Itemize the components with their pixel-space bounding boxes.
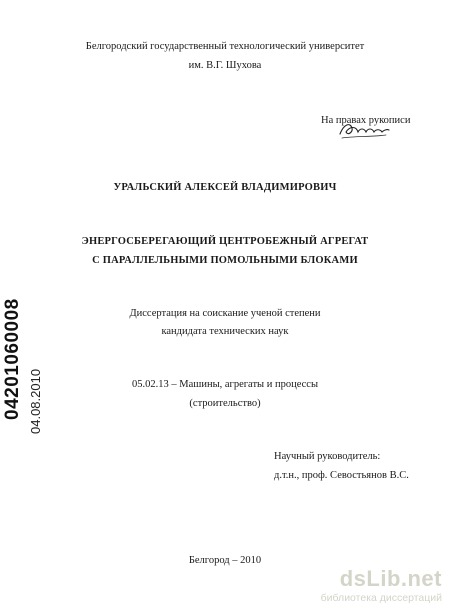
university-line-1: Белгородский государственный технологический университет [85,41,365,52]
supervisor-name: д.т.н., проф. Севостьянов В.С. [274,470,409,481]
title-line-2: С ПАРАЛЛЕЛЬНЫМИ ПОМОЛЬНЫМИ БЛОКАМИ [92,255,358,266]
library-stamp-number: 04201060008 [2,298,23,420]
university-line-2: им. В.Г. Шухова [188,60,262,71]
watermark [312,566,442,608]
degree-line-2: кандидата технических наук [161,326,289,337]
library-stamp-date: 04.08.2010 [28,368,43,434]
title-line-1: ЭНЕРГОСБЕРЕГАЮЩИЙ ЦЕНТРОБЕЖНЫЙ АГРЕГАТ [81,236,369,247]
signature-image [336,118,392,142]
city-year: Белгород – 2010 [188,555,262,566]
degree-line-1: Диссертация на соискание ученой степени [129,308,321,319]
specialty-line-1: 05.02.13 – Машины, агрегаты и процессы [132,379,318,390]
supervisor-label: Научный руководитель: [274,451,381,462]
manuscript-note: На правах рукописи [321,115,411,126]
specialty-line-2: (строительство) [189,398,261,409]
watermark-logo: dsLib.net [339,566,442,591]
watermark-subtitle: библиотека диссертаций [320,592,442,604]
author-name: УРАЛЬСКИЙ АЛЕКСЕЙ ВЛАДИМИРОВИЧ [113,182,337,193]
